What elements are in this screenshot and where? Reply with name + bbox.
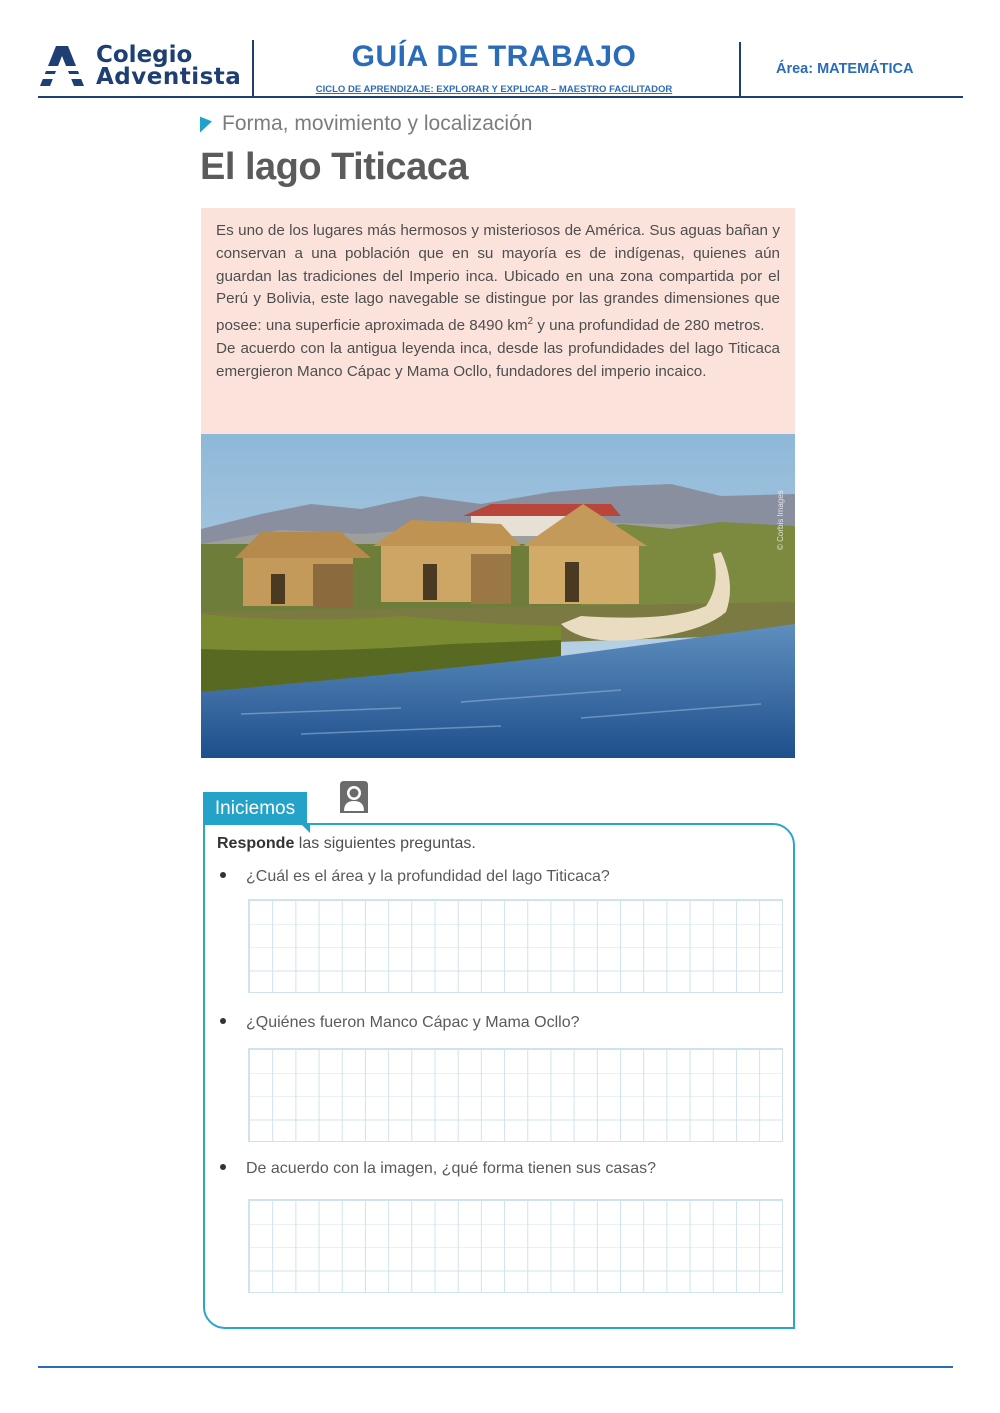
info-box: [201, 208, 795, 434]
instruction-bold: Responde: [217, 835, 295, 852]
header-divider-left: [252, 40, 254, 98]
info-paragraph-2: De acuerdo con la antigua leyenda inca, desde las profundidades del lago Titicaca emergieron Manco Cápac y Mama Ocllo, fundadores del imperio incaico.: [216, 340, 780, 380]
instruction-rest: las siguientes preguntas.: [294, 835, 476, 852]
instruction: [217, 835, 476, 853]
page-title: El lago Titicaca: [200, 146, 468, 188]
photo-credit-text: © Corbis Images: [776, 490, 785, 550]
question-2-text: ¿Quiénes fueron Manco Cápac y Mama Ocllo?: [246, 1014, 580, 1031]
question-1: [217, 868, 610, 886]
section-label: Forma, movimiento y localización: [222, 112, 533, 135]
superscript-2: 2: [527, 316, 534, 328]
tab-notch: [300, 823, 310, 833]
bullet-icon: [220, 872, 226, 878]
logo-line-1: Colegio: [96, 42, 193, 68]
answer-grid-1[interactable]: [248, 899, 783, 993]
info-paragraph-1: [216, 220, 780, 338]
page-header: [0, 0, 1000, 100]
school-logo: [38, 42, 248, 92]
info-paragraph-1-end: y una profundidad de 280 metros.: [533, 317, 765, 335]
question-2: [217, 1014, 579, 1032]
footer-rule: [38, 1366, 953, 1368]
logo-text: [96, 44, 241, 88]
bullet-icon: [220, 1164, 226, 1170]
logo-line-2: Adventista: [96, 64, 242, 90]
photo-credit: [776, 450, 792, 550]
question-1-text: ¿Cuál es el área y la profundidad del lago Titicaca?: [246, 868, 610, 885]
subject-area: Área: MATEMÁTICA: [776, 61, 914, 77]
guide-subtitle: CICLO DE APRENDIZAJE: EXPLORAR Y EXPLICAR – MAESTRO FACILITADOR: [315, 84, 673, 95]
question-3-text: De acuerdo con la imagen, ¿qué forma tienen sus casas?: [246, 1160, 657, 1177]
answer-grid-2[interactable]: [248, 1048, 783, 1142]
info-paragraph-1-text: Es uno de los lugares más hermosos y misteriosos de América. Sus aguas bañan y conservan a una población que en su mayoría es de indígenas, quienes aún guardan las tradiciones del Imperio inca. Ubicado en una zona compartida por el Perú y Bolivia, este lago navegable se distingue por las grandes dimensiones que posee: una superficie aproximada de 8490 km: [216, 222, 780, 335]
question-3: [217, 1160, 656, 1178]
bullet-icon: [220, 1018, 226, 1024]
logo-a-icon: [38, 44, 86, 88]
header-divider-right: [739, 42, 741, 98]
iniciemos-tab: Iniciemos: [203, 792, 307, 825]
lake-titicaca-photo: [201, 434, 795, 758]
arrow-icon: [200, 113, 212, 132]
guide-title: GUÍA DE TRABAJO: [351, 40, 637, 73]
header-rule: [38, 96, 963, 98]
answer-grid-3[interactable]: [248, 1199, 783, 1293]
student-icon: [336, 779, 372, 815]
section-heading: [200, 112, 532, 136]
